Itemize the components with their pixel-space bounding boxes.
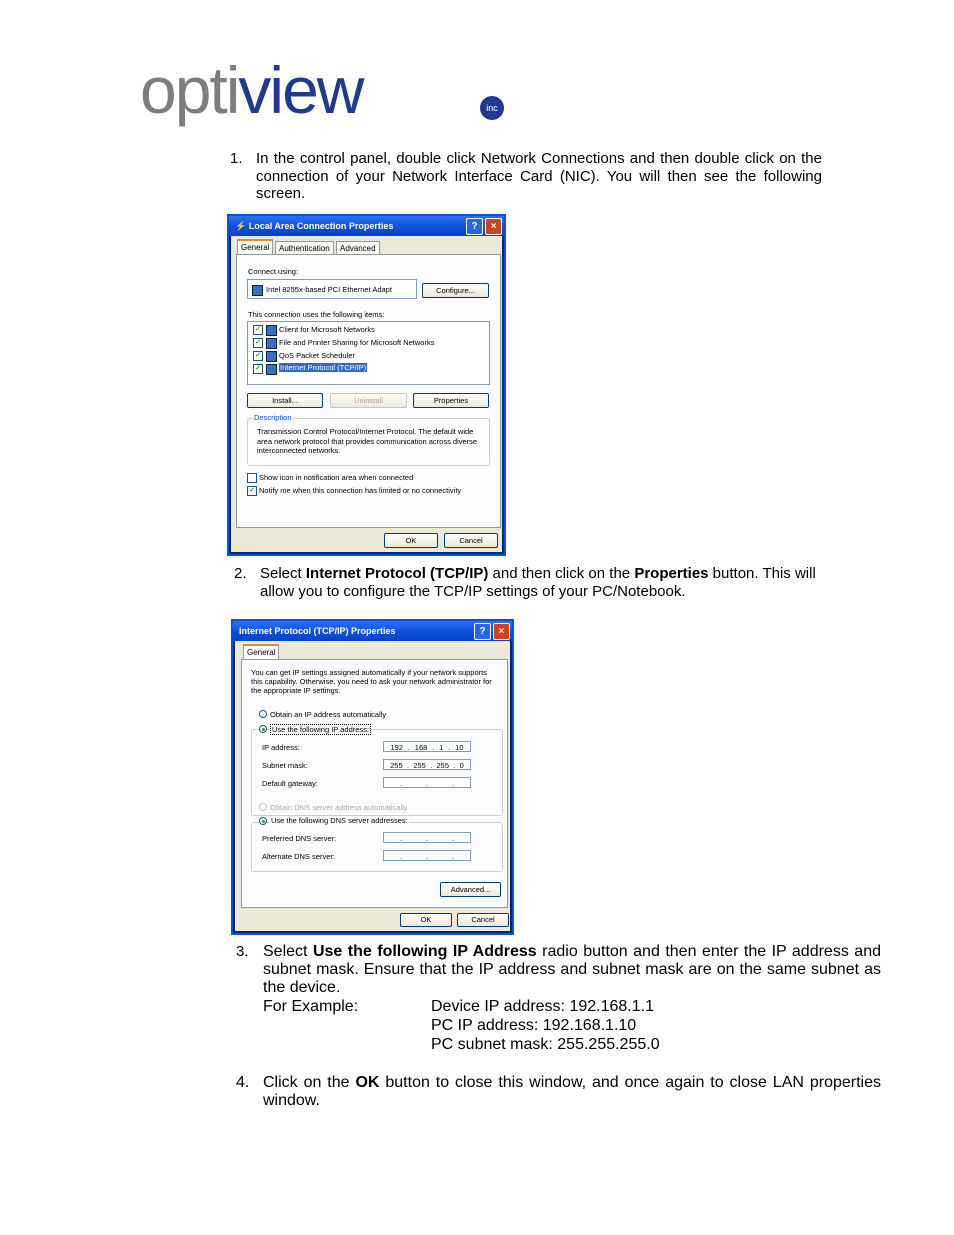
lan-dialog-client <box>231 236 502 552</box>
tcpip-dialog-titlebar <box>233 621 512 641</box>
tcpip-intro-text: You can get IP settings assigned automatically if your network supports this capability. Otherwise, you need to ask your network administrator for the appropriate IP settings. <box>251 668 492 695</box>
network-icon: ⚡ <box>235 221 247 231</box>
step-2-text <box>260 565 820 600</box>
checkbox-show-icon[interactable] <box>247 473 257 483</box>
alternate-dns-label: Alternate DNS server: <box>262 852 335 861</box>
tcpip-dialog-title: Internet Protocol (TCP/IP) Properties <box>239 626 396 636</box>
file-sharing-icon <box>266 338 277 349</box>
notify-label: Notify me when this connection has limited or no connectivity <box>259 486 462 495</box>
step-3-bold: Use the following IP Address <box>312 943 537 960</box>
lan-properties-dialog <box>227 214 506 556</box>
preferred-dns-label: Preferred DNS server: <box>262 834 337 843</box>
example-pc-ip: PC IP address: 192.168.1.10 <box>431 1017 637 1034</box>
lan-dialog-title: Local Area Connection Properties <box>248 221 394 231</box>
radio-obtain-dns <box>259 803 267 811</box>
step-3-number: 3. <box>236 943 249 960</box>
tab-general[interactable]: General <box>243 644 279 660</box>
ip-address-input[interactable]: 192 . 168 . 1 . 10 <box>383 741 471 752</box>
use-ip-label: Use the following IP address: <box>272 725 369 734</box>
checkbox-client[interactable]: ✓ <box>253 325 263 335</box>
uninstall-button: Uninstall <box>330 393 407 408</box>
lan-ok-button[interactable]: OK <box>384 533 438 548</box>
step-4-pre: Click on the <box>263 1074 356 1091</box>
list-item-client[interactable]: Client for Microsoft Networks <box>279 325 375 334</box>
dns-group <box>251 822 503 872</box>
tcpip-properties-dialog <box>231 619 514 935</box>
logo-inc-badge: inc <box>480 96 504 120</box>
lan-cancel-button[interactable]: Cancel <box>444 533 498 548</box>
show-icon-label: Show icon in notification area when connected <box>259 473 414 482</box>
tcpip-ok-button[interactable]: OK <box>400 913 452 927</box>
list-item-qos[interactable]: QoS Packet Scheduler <box>279 351 355 360</box>
step-3-text <box>263 943 881 997</box>
step-2-mid: and then click on the <box>488 565 635 582</box>
radio-use-ip[interactable] <box>259 725 267 733</box>
ip-octet-1: 192 <box>390 743 403 752</box>
list-item-file-sharing[interactable]: File and Printer Sharing for Microsoft Networks <box>279 338 435 347</box>
logo-text-view: view <box>238 53 363 127</box>
ip-octet-2: 168 <box>414 743 428 752</box>
mask-octet-3: 255 <box>436 761 449 770</box>
adapter-box <box>247 279 417 299</box>
example-label: For Example: <box>263 998 359 1015</box>
use-dns-label: Use the following DNS server addresses: <box>271 816 408 825</box>
ip-octet-4: 10 <box>455 743 464 752</box>
mask-octet-1: 255 <box>390 761 403 770</box>
tab-advanced[interactable]: Advanced <box>336 241 380 255</box>
step-2-number: 2. <box>234 565 247 582</box>
subnet-mask-input[interactable]: 255 . 255 . 255 . 0 <box>383 759 471 770</box>
step-4-number: 4. <box>236 1074 250 1091</box>
components-list <box>247 321 490 385</box>
step-1-text: In the control panel, double click Network Connections and then double click on the connection of your Network Interface Card (NIC). You will then see the following screen. <box>256 150 822 202</box>
description-text: Transmission Control Protocol/Internet Protocol. The default wide area network protocol that provides communication across diverse interconnected networks. <box>257 427 478 455</box>
subnet-mask-label: Subnet mask: <box>262 761 308 770</box>
obtain-dns-label: Obtain DNS server address automatically <box>270 803 408 812</box>
adapter-icon <box>252 285 263 296</box>
checkbox-notify[interactable]: ✓ <box>247 486 257 496</box>
description-label: Description <box>254 413 292 422</box>
radio-use-dns[interactable] <box>259 817 267 825</box>
configure-button[interactable]: Configure... <box>422 283 489 298</box>
step-2-bold-tcpip: Internet Protocol (TCP/IP) <box>305 565 489 582</box>
advanced-button[interactable]: Advanced... <box>440 882 501 897</box>
step-4-bold: OK <box>355 1074 380 1091</box>
ip-octet-3: 1 <box>439 743 444 752</box>
step-3-post: radio button and then enter the IP address and subnet mask. Ensure that the IP address and subnet mask are on the same subnet as the device. <box>263 943 882 996</box>
obtain-ip-label: Obtain an IP address automatically <box>270 710 387 719</box>
qos-icon <box>266 351 277 362</box>
step-2-bold-properties: Properties <box>634 565 709 582</box>
help-icon[interactable]: ? <box>474 623 491 640</box>
step-4-text <box>263 1074 881 1110</box>
tab-authentication[interactable]: Authentication <box>275 241 334 255</box>
example-device-ip: Device IP address: 192.168.1.1 <box>431 998 654 1015</box>
adapter-name: Intel 8255x-based PCI Ethernet Adapt <box>266 285 392 294</box>
tcpip-icon <box>266 364 277 375</box>
properties-button[interactable]: Properties <box>413 393 489 408</box>
tcpip-cancel-button[interactable]: Cancel <box>457 913 509 927</box>
step-1-number: 1. <box>230 150 243 167</box>
checkbox-tcpip[interactable]: ✓ <box>253 364 263 374</box>
tcpip-general-panel <box>241 659 508 908</box>
mask-octet-2: 255 <box>413 761 426 770</box>
radio-obtain-ip[interactable] <box>259 710 267 718</box>
preferred-dns-input[interactable]: . . . <box>383 832 471 843</box>
step-2-post: button. This will allow you to configure the TCP/IP settings of your PC/Notebook. <box>260 565 816 600</box>
client-icon <box>266 325 277 336</box>
step-4-post: button to close this window, and once again to close LAN properties window. <box>263 1074 881 1109</box>
step-3-pre: Select <box>263 943 313 960</box>
checkbox-file-sharing[interactable]: ✓ <box>253 338 263 348</box>
help-icon[interactable]: ? <box>466 218 483 235</box>
gateway-label: Default gateway: <box>262 779 318 788</box>
logo-text-opti: opti <box>140 53 239 127</box>
lan-general-panel <box>236 254 501 528</box>
tcpip-dialog-client <box>235 641 510 931</box>
checkbox-qos[interactable]: ✓ <box>253 351 263 361</box>
example-pc-mask: PC subnet mask: 255.255.255.0 <box>431 1036 660 1053</box>
tab-general[interactable]: General <box>237 239 273 255</box>
lan-dialog-titlebar <box>229 216 504 236</box>
alternate-dns-input[interactable]: . . . <box>383 850 471 861</box>
mask-octet-4: 0 <box>459 761 464 770</box>
close-icon[interactable]: × <box>485 218 502 235</box>
gateway-input[interactable]: . . . <box>383 777 471 788</box>
list-item-tcpip[interactable]: Internet Protocol (TCP/IP) <box>280 363 367 372</box>
install-button[interactable]: Install... <box>247 393 323 408</box>
close-icon[interactable]: × <box>493 623 510 640</box>
optiview-logo <box>140 53 520 128</box>
step-2-pre: Select <box>260 565 306 582</box>
items-label: This connection uses the following items: <box>248 310 385 319</box>
ip-address-label: IP address: <box>262 743 300 752</box>
connect-using-label: Connect using: <box>248 267 299 276</box>
